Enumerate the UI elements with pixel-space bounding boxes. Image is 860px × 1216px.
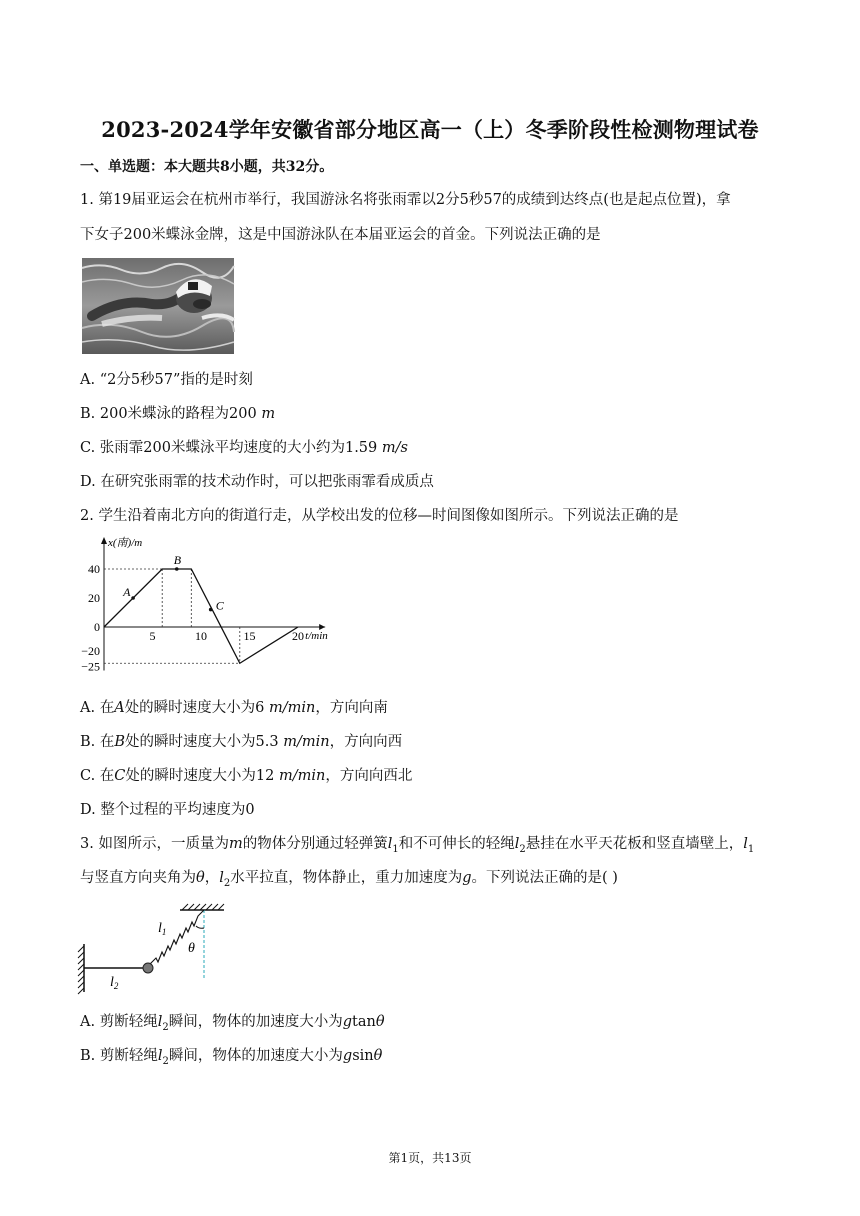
q2-stem: 2. 学生沿着南北方向的街道行走，从学校出发的位移—时间图像如图所示。下列说法正确的是: [80, 508, 679, 524]
mass-ball: [143, 963, 153, 973]
point-c: [209, 608, 213, 612]
xt-graph: [81, 534, 344, 684]
y-tick-label: −20: [81, 644, 100, 658]
q1-option-d: D. 在研究张雨霏的技术动作时，可以把张雨霏看成质点: [80, 474, 434, 490]
y-tick-label: 20: [88, 591, 100, 605]
ceiling-hatch: [182, 904, 224, 910]
section-heading: 一、单选题：本大题共8小题，共32分。: [80, 159, 334, 175]
wall-hatch: [78, 946, 84, 994]
y-tick-label: 0: [94, 620, 100, 634]
y-tick-label: −25: [81, 659, 100, 674]
q1-option-a: A. “2分5秒57”指的是时刻: [80, 372, 253, 388]
swimmer-photo: [82, 258, 234, 354]
q3-stem-line1: 3. 如图所示，一质量为m的物体分别通过轻弹簧$l_1$和不可伸长的轻绳$l_2$悬挂在水平天花板和竖直墙壁上，$l_1$: [80, 836, 755, 855]
q1-option-c: C. 张雨霏200米蝶泳平均速度的大小约为1.59 m/s: [80, 440, 408, 456]
q2-option-a: A. 在A处的瞬时速度大小为6 m/min，方向向南: [80, 700, 388, 716]
q3-option-a: A. 剪断轻绳$l_2$瞬间，物体的加速度大小为gtanθ: [80, 1014, 385, 1033]
label-theta: θ: [188, 941, 195, 956]
q2-option-b: B. 在B处的瞬时速度大小为5.3 m/min，方向向西: [80, 734, 403, 750]
x-tick-label: 20: [292, 629, 304, 643]
point-label-c: C: [215, 598, 224, 613]
q3-stem-line2: 与竖直方向夹角为θ，$l_2$水平拉直，物体静止，重力加速度为g。下列说法正确的是( ): [80, 870, 618, 889]
q2-option-d: D. 整个过程的平均速度为0: [80, 802, 255, 818]
angle-arc: [196, 926, 204, 928]
page-title: 2023-2024学年安徽省部分地区高一（上）冬季阶段性检测物理试卷: [101, 117, 759, 142]
q3-option-b: B. 剪断轻绳$l_2$瞬间，物体的加速度大小为gsinθ: [80, 1048, 383, 1067]
q2-option-c: C. 在C处的瞬时速度大小为12 m/min，方向向西北: [80, 768, 413, 784]
x-tick-label: 10: [195, 629, 207, 643]
x-tick-label: 15: [243, 629, 256, 643]
spring-rope-diagram: [72, 898, 232, 998]
q1-stem-line1: 1. 第19届亚运会在杭州市举行，我国游泳名将张雨霏以2分5秒57的成绩到达终点(也是起点位置)，拿: [80, 192, 731, 208]
x-axis-label: t/min: [305, 630, 328, 642]
xt-series-line: [104, 569, 298, 663]
point-label-b: B: [173, 553, 182, 567]
page-footer: 第1页，共13页: [388, 1151, 472, 1165]
y-axis-arrow: [101, 537, 107, 544]
q1-stem-line2: 下女子200米蝶泳金牌，这是中国游泳队在本届亚运会的首金。下列说法正确的是: [80, 227, 601, 243]
x-tick-label: 5: [149, 629, 156, 643]
point-label-a: A: [123, 585, 131, 599]
point-a: [131, 596, 135, 600]
spring-l1: [148, 910, 204, 966]
y-axis-label: x(南)/m: [108, 537, 143, 549]
q1-option-b: B. 200米蝶泳的路程为200 m: [80, 406, 276, 422]
label-l1: $l_1$: [158, 921, 167, 937]
label-l2: $l_2$: [110, 975, 119, 991]
y-tick-label: 40: [88, 562, 100, 576]
point-b: [175, 567, 179, 571]
